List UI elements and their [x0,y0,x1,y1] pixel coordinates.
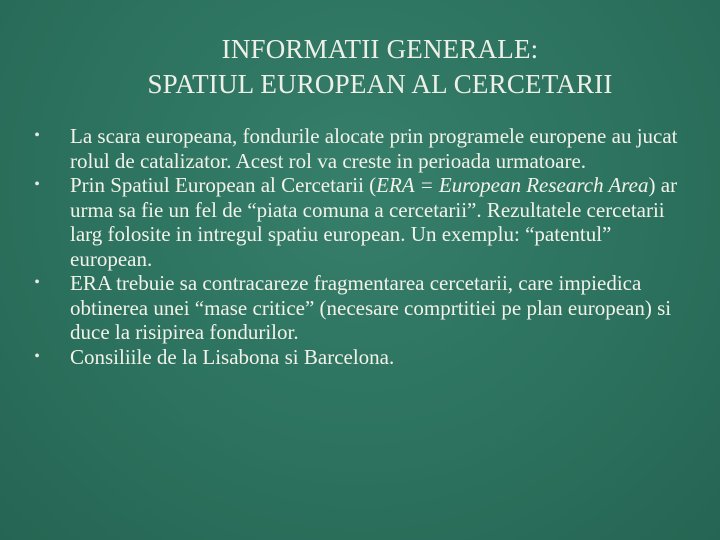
bullet-item-era [28,173,688,271]
title-line-2: SPATIUL EUROPEAN AL CERCETARII [147,69,613,99]
title-line-1: INFORMATII GENERALE: [221,34,539,64]
bullet-list [28,124,688,369]
bullet-icon: • [34,347,40,365]
bullet-item-councils [28,345,688,370]
bullet-icon: • [34,274,40,291]
bullet-item-funds [28,124,688,173]
bullet-text: La scara europeana, fondurile alocate prin programele europene au jucat rolul de catalizator. Acest rol va creste in perioada urmatoare. [70,124,678,173]
bullet-icon: • [34,127,40,144]
slide-title [40,32,720,102]
bullet-text-italic: ERA = European Research Area [376,173,649,197]
bullet-text: Consiliile de la Lisabona si Barcelona. [70,344,395,369]
bullet-item-fragmentation [28,271,688,345]
bullet-text-end: ) ar urma sa fie un fel de “piata comuna a cercetarii”. Rezultatele cercetarii larg folosite in intregul spatiu european. Un exemplu: “patentul” european. [70,173,678,271]
bullet-text: ERA trebuie sa contracareze fragmentarea cercetarii, care impiedica obtinerea unei “mase critice” (necesare comprtitiei pe plan european) si duce la risipirea fondurilor. [70,271,672,344]
bullet-icon: • [34,176,40,193]
bullet-text-start: Prin Spatiul European al Cercetarii ( [70,173,377,197]
